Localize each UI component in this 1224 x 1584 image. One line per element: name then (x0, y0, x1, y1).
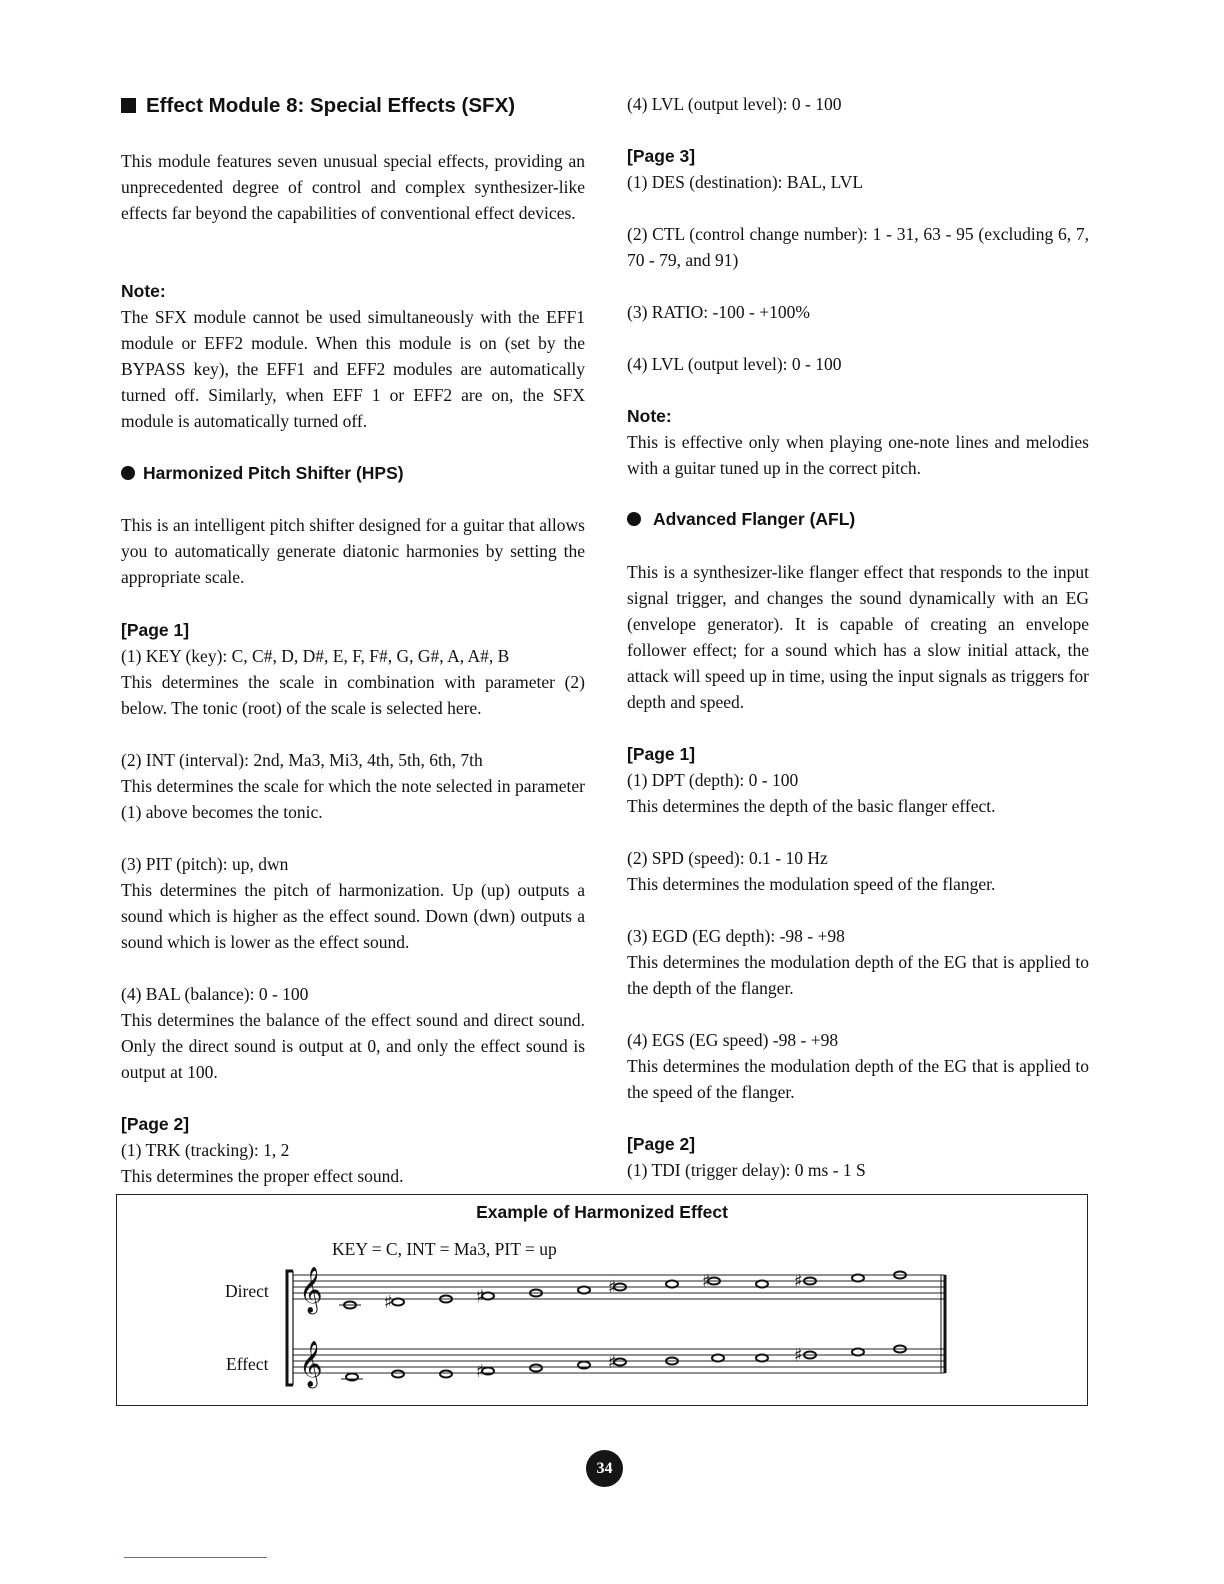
sharp-icon: ♯ (384, 1292, 393, 1313)
direct-sharps (384, 1271, 803, 1313)
note (852, 1349, 864, 1356)
sharp-icon: ♯ (794, 1271, 803, 1292)
key-param: (1) KEY (key): C, C#, D, D#, E, F, F#, G, G#, A, A#, B (121, 646, 510, 666)
page2-heading: [Page 2] (121, 1114, 190, 1134)
sharp-icon: ♯ (794, 1345, 803, 1366)
note (440, 1371, 452, 1378)
bullet-icon (627, 512, 641, 526)
harmonized-example-box (116, 1194, 1088, 1406)
pit-param: (3) PIT (pitch): up, dwn (121, 854, 289, 874)
ratio-param: (3) RATIO: -100 - +100% (627, 302, 810, 322)
note (578, 1287, 590, 1294)
music-notation (117, 1195, 1087, 1405)
note-heading-right: Note: (627, 406, 672, 426)
egs-param: (4) EGS (EG speed) -98 - +98 (627, 1030, 839, 1050)
square-bullet-icon (121, 98, 136, 113)
key-desc: This determines the scale in combination with parameter (2) below. The tonic (root) of the scale is selected here. (121, 672, 585, 718)
ctl-param: (2) CTL (control change number): 1 - 31, 63 - 95 (excluding 6, 7, 70 - 79, and 91) (627, 224, 1089, 270)
des-param: (1) DES (destination): BAL, LVL (627, 172, 864, 192)
treble-clef-icon: 𝄞 (299, 1267, 323, 1313)
direct-notes (339, 1272, 906, 1309)
example-title: Example of Harmonized Effect (476, 1202, 728, 1222)
note (666, 1281, 678, 1288)
effect-staff-lines (293, 1349, 945, 1373)
dpt-desc: This determines the depth of the basic flanger effect. (627, 796, 996, 816)
note-paragraph: The SFX module cannot be used simultaneously with the EFF1 module or EFF2 module. When this module is on (set by the BYPASS key), the EFF1 and EFF2 modules are automatically turned off. Similarly, when EFF 1 or EFF2 are on, the SFX module is automatically turned off. (121, 307, 585, 431)
egd-desc: This determines the modulation depth of the EG that is applied to the depth of the flanger. (627, 952, 1089, 998)
egs-desc: This determines the modulation depth of the EG that is applied to the speed of the flanger. (627, 1056, 1089, 1102)
system-bracket (287, 1271, 293, 1385)
intro-paragraph: This module features seven unusual special effects, providing an unprecedented degree of control and complex synthesizer-like effects far beyond the capabilities of conventional effect devices. (121, 151, 585, 223)
pit-desc: This determines the pitch of harmonization. Up (up) outputs a sound which is higher as the effect sound. Down (dwn) outputs a sound which is lower as the effect sound. (121, 880, 585, 952)
note (756, 1281, 768, 1288)
page1-heading: [Page 1] (121, 620, 190, 640)
bullet-icon (121, 466, 135, 480)
int-desc: This determines the scale for which the note selected in parameter (1) above becomes the tonic. (121, 776, 585, 822)
spd-desc: This determines the modulation speed of the flanger. (627, 874, 996, 894)
note (392, 1299, 404, 1306)
example-settings: KEY = C, INT = Ma3, PIT = up (332, 1239, 557, 1259)
lvl-param-page3: (4) LVL (output level): 0 - 100 (627, 354, 842, 374)
note-paragraph-right: This is effective only when playing one-note lines and melodies with a guitar tuned up in the correct pitch. (627, 432, 1089, 478)
sharp-icon: ♯ (608, 1352, 617, 1373)
effect-label: Effect (226, 1354, 269, 1374)
int-param: (2) INT (interval): 2nd, Ma3, Mi3, 4th, 5th, 6th, 7th (121, 750, 483, 770)
sharp-icon: ♯ (702, 1271, 711, 1292)
page3-heading: [Page 3] (627, 146, 696, 166)
lvl-param-page2: (4) LVL (output level): 0 - 100 (627, 94, 842, 114)
trk-param: (1) TRK (tracking): 1, 2 (121, 1140, 290, 1160)
direct-label: Direct (225, 1281, 269, 1301)
afl-heading: Advanced Flanger (AFL) (627, 506, 1089, 532)
hps-heading: Harmonized Pitch Shifter (HPS) (121, 460, 585, 486)
footer-rule (124, 1557, 267, 1558)
sharp-icon: ♯ (476, 1286, 485, 1307)
bal-desc: This determines the balance of the effect sound and direct sound. Only the direct sound is output at 0, and only the effect sound is output at 100. (121, 1010, 585, 1082)
effect-notes (341, 1346, 906, 1381)
effect-sharps (476, 1345, 803, 1382)
page-number: 34 (586, 1450, 623, 1487)
note (392, 1371, 404, 1378)
spd-param: (2) SPD (speed): 0.1 - 10 Hz (627, 848, 828, 868)
section-title: Effect Module 8: Special Effects (SFX) (121, 93, 585, 119)
treble-clef-icon: 𝄞 (299, 1341, 323, 1387)
afl-page1-heading: [Page 1] (627, 744, 696, 764)
note-heading: Note: (121, 281, 166, 301)
note (756, 1355, 768, 1362)
afl-page2-heading: [Page 2] (627, 1134, 696, 1154)
egd-param: (3) EGD (EG depth): -98 - +98 (627, 926, 845, 946)
sharp-icon: ♯ (608, 1277, 617, 1298)
note (852, 1275, 864, 1282)
hps-intro: This is an intelligent pitch shifter designed for a guitar that allows you to automatically generate diatonic harmonies by setting the appropriate scale. (121, 515, 585, 587)
bal-param: (4) BAL (balance): 0 - 100 (121, 984, 309, 1004)
tdi-param: (1) TDI (trigger delay): 0 ms - 1 S (627, 1160, 866, 1180)
afl-intro: This is a synthesizer-like flanger effect that responds to the input signal trigger, and changes the sound dynamically with an EG (envelope generator). It is capable of creating an envelope follower effect; for a sound which has a slow initial attack, the attack will speed up in time, using the input signals as triggers for depth and speed. (627, 562, 1089, 712)
dpt-param: (1) DPT (depth): 0 - 100 (627, 770, 799, 790)
sharp-icon: ♯ (476, 1361, 485, 1382)
note (712, 1355, 724, 1362)
note (530, 1365, 542, 1372)
trk-desc: This determines the proper effect sound. (121, 1166, 404, 1186)
